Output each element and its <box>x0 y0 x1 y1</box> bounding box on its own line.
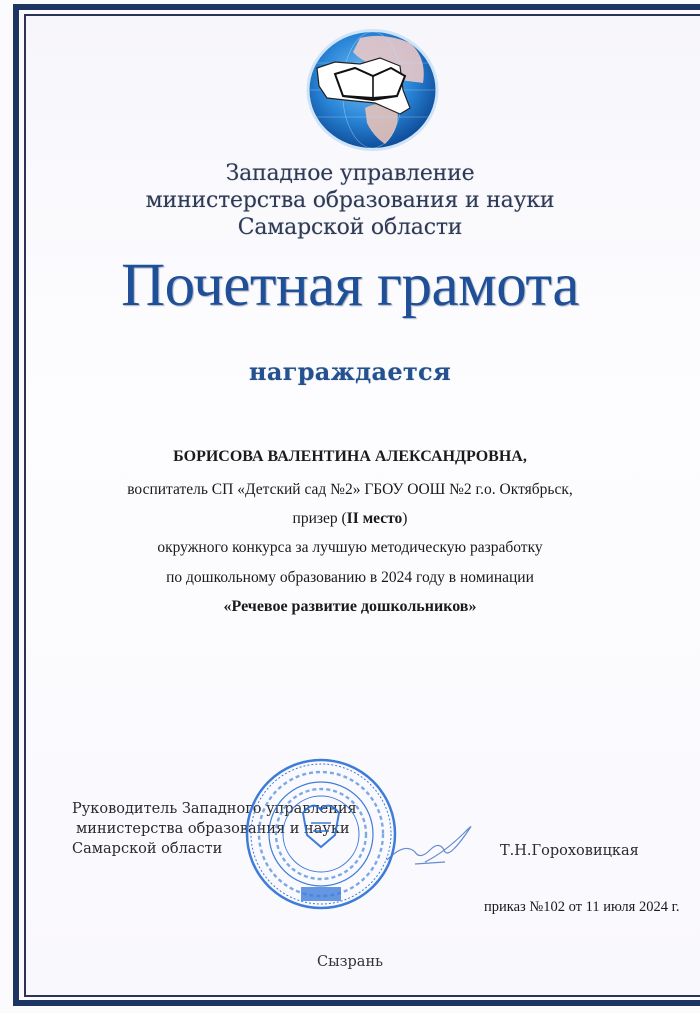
nomination: «Речевое развитие дошкольников» <box>223 598 477 615</box>
org-line-3: Самарской области <box>237 215 463 240</box>
recipient-name: БОРИСОВА ВАЛЕНТИНА АЛЕКСАНДРОВНА, <box>173 448 527 465</box>
signatory-title-line-1: Руководитель Западного управления <box>72 801 357 817</box>
org-line-2: министерства образования и науки <box>145 188 555 213</box>
signatory-name: Т.Н.Гороховицкая <box>500 843 639 859</box>
contest-line-1: окружного конкурса за лучшую методическую разработку <box>157 539 543 556</box>
order-reference: приказ №102 от 11 июля 2024 г. <box>484 899 680 915</box>
recipient-status <box>0 510 700 528</box>
org-line-1: Западное управление <box>225 161 475 186</box>
status-suffix: ) <box>402 510 408 527</box>
status-prefix: призер ( <box>292 510 347 527</box>
signatory-title-line-3: Самарской области <box>72 841 223 857</box>
status-place: II место <box>346 510 403 527</box>
globe-book-logo-icon <box>305 28 440 152</box>
city: Сызрань <box>316 954 384 970</box>
official-seal-icon <box>243 755 399 913</box>
recipient-position: воспитатель СП «Детский сад №2» ГБОУ ООШ №2 г.о. Октябрьск, <box>127 481 573 498</box>
certificate-title: Почетная грамота <box>121 252 579 319</box>
handwritten-signature-icon <box>385 822 475 867</box>
contest-line-2: по дошкольному образованию в 2024 году в номинации <box>166 569 534 586</box>
issuing-organization <box>0 160 700 241</box>
signatory-title-line-2: министерства образования и науки <box>76 821 350 837</box>
awarded-label: награждается <box>248 357 452 386</box>
